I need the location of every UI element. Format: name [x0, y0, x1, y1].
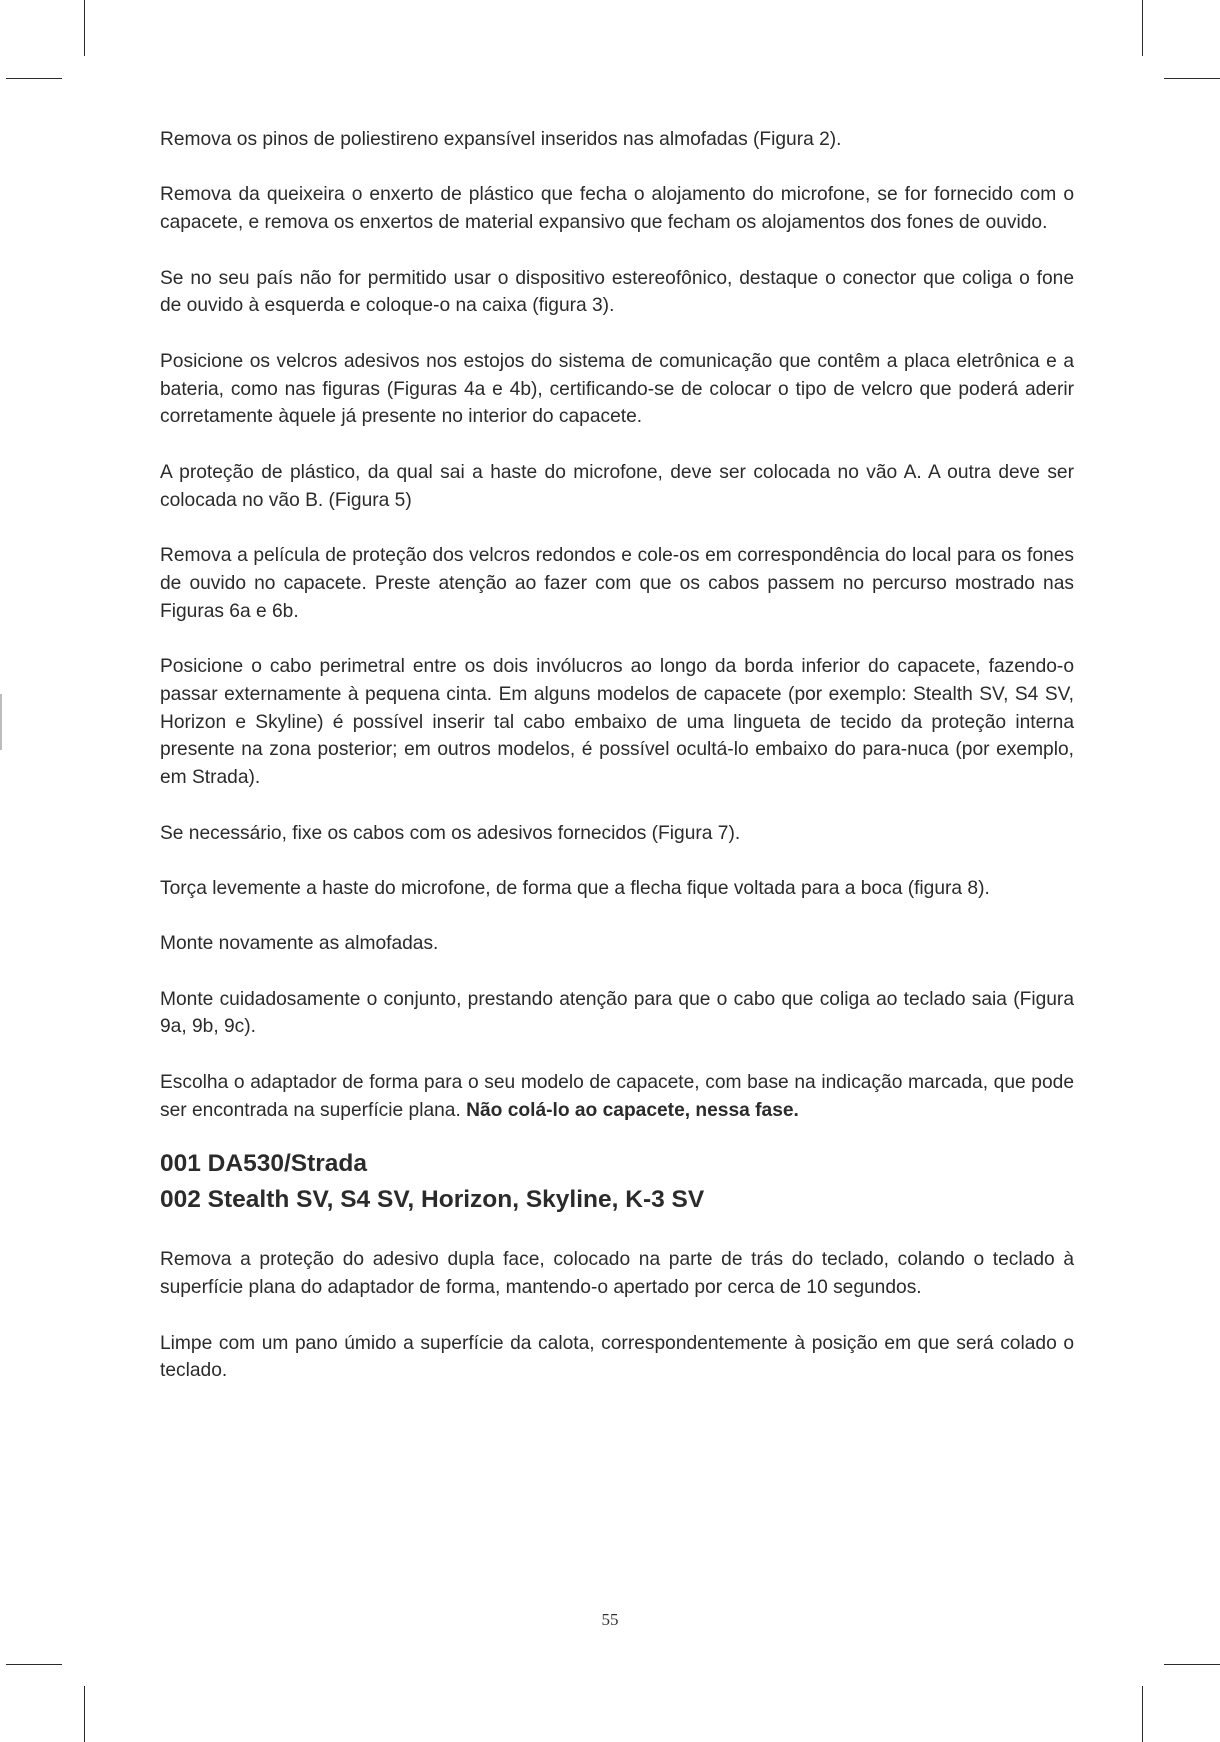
paragraph-10: Monte novamente as almofadas. [160, 933, 439, 955]
adapter-bold-warning: Não colá-lo ao capacete, nessa fase. [466, 1099, 799, 1121]
paragraph-5: A proteção de plástico, da qual sai a haste do microfone, deve ser colocada no vão A. A outra deve ser colocada no vão B. (Figura 5) [160, 461, 1074, 511]
crop-mark-top-right-horizontal [1164, 78, 1220, 79]
crop-mark-bottom-right [1142, 1686, 1143, 1742]
paragraph-6: Remova a película de proteção dos velcros redondos e cole-os em correspondência do local para os fones de ouvido no capacete. Preste atenção ao fazer com que os cabos passem no percurso mostrado nas Figuras 6a e 6b. [160, 544, 1074, 622]
crop-mark-top-right [1142, 0, 1143, 56]
adapter-paragraph [160, 1069, 1074, 1125]
crop-mark-top-left [84, 0, 85, 56]
paragraph-clean-surface: Limpe com um pano úmido a superfície da calota, correspondentemente à posição em que será colado o teclado. [160, 1332, 1074, 1382]
paragraph-4: Posicione os velcros adesivos nos estojos do sistema de comunicação que contêm a placa eletrônica e a bateria, como nas figuras (Figuras 4a e 4b), certificando-se de colocar o tipo de velcro que poderá aderir corretamente àquele já presente no interior do capacete. [160, 350, 1074, 428]
page-number: 55 [601, 1610, 619, 1629]
page-content [160, 126, 1074, 1385]
paragraph-9: Torça levemente a haste do microfone, de forma que a flecha fique voltada para a boca (figura 8). [160, 877, 990, 899]
left-edge-mark [0, 694, 2, 750]
paragraph-11: Monte cuidadosamente o conjunto, prestando atenção para que o cabo que coliga ao teclado saia (Figura 9a, 9b, 9c). [160, 988, 1074, 1038]
model-headings [160, 1146, 1074, 1218]
crop-mark-bottom-left [84, 1686, 85, 1742]
paragraph-2: Remova da queixeira o enxerto de plástico que fecha o alojamento do microfone, se for fornecido com o capacete, e remova os enxertos de material expansivo que fecham os alojamentos dos fones de ouvido. [160, 184, 1074, 234]
paragraph-8: Se necessário, fixe os cabos com os adesivos fornecidos (Figura 7). [160, 822, 741, 844]
paragraph-remove-adhesive: Remova a proteção do adesivo dupla face, colocado na parte de trás do teclado, colando o teclado à superfície plana do adaptador de forma, mantendo-o apertado por cerca de 10 segundos. [160, 1249, 1074, 1299]
crop-mark-bottom-right-horizontal [1164, 1664, 1220, 1665]
heading-model-001: 001 DA530/Strada [160, 1150, 368, 1178]
heading-model-002: 002 Stealth SV, S4 SV, Horizon, Skyline, K-3 SV [160, 1186, 705, 1214]
crop-mark-top-left-horizontal [6, 78, 62, 79]
paragraph-3: Se no seu país não for permitido usar o dispositivo estereofônico, destaque o conector que coliga o fone de ouvido à esquerda e coloque-o na caixa (figura 3). [160, 267, 1074, 317]
adapter-text: Escolha o adaptador de forma para o seu modelo de capacete, com base na indicação marcada, que pode ser encontrada na superfície plana. [160, 1071, 1074, 1121]
paragraph-7: Posicione o cabo perimetral entre os dois invólucros ao longo da borda inferior do capacete, fazendo-o passar externamente à pequena cinta. Em alguns modelos de capacete (por exemplo: Stealth SV, S4 SV, Horizon e Skyline) é possível inserir tal cabo embaixo de uma lingueta de tecido da proteção interna presente na zona posterior; em outros modelos, é possível ocultá-lo embaixo do para-nuca (por exemplo, em Strada). [160, 655, 1074, 789]
paragraph-1: Remova os pinos de poliestireno expansível inseridos nas almofadas (Figura 2). [160, 129, 842, 150]
crop-mark-bottom-left-horizontal [6, 1664, 62, 1665]
